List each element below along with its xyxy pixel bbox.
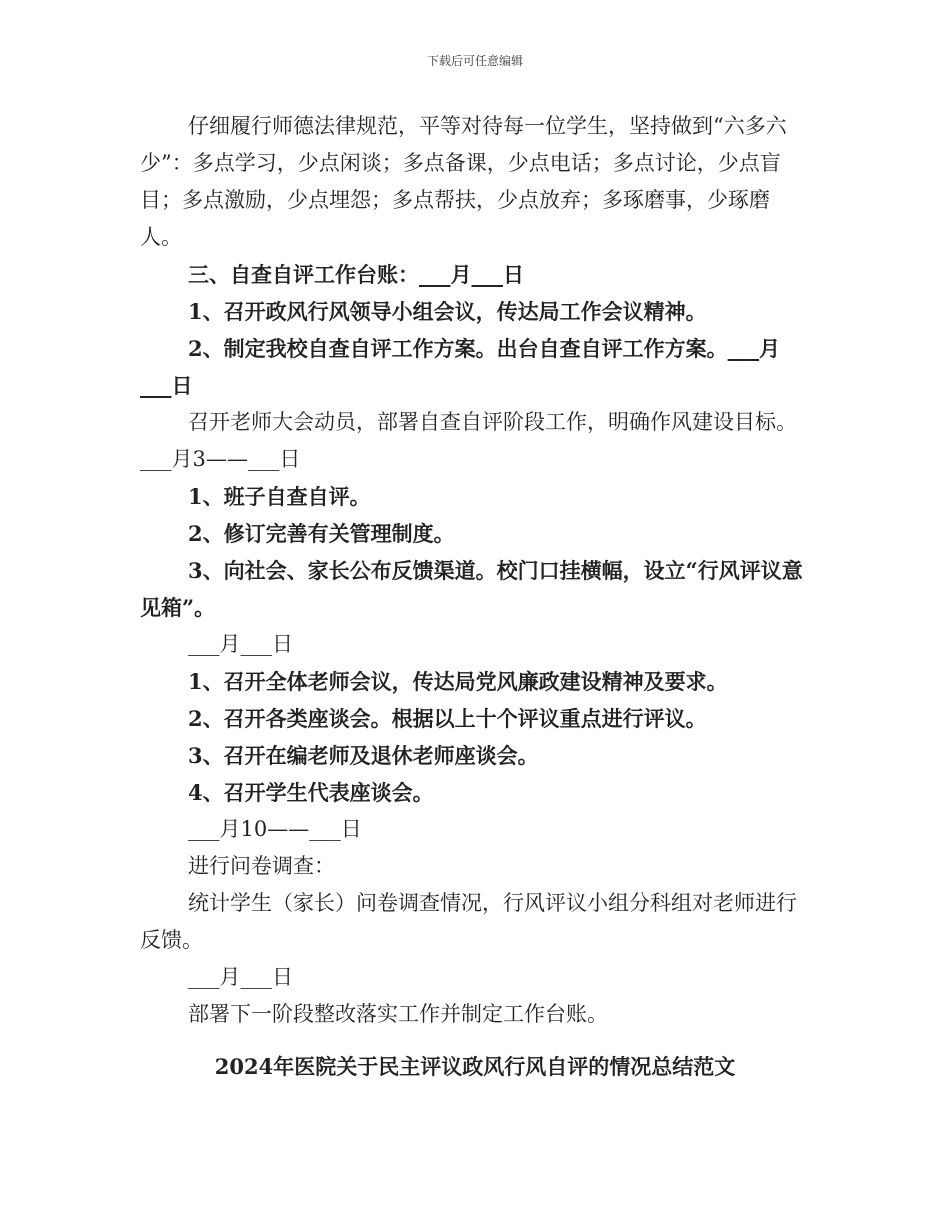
list-item: 1、召开政风行风领导小组会议，传达局工作会议精神。 xyxy=(188,299,707,324)
list-item: 1、班子自查自评。 xyxy=(188,484,371,509)
date-line: ___月___日 xyxy=(188,632,293,656)
paragraph-statistics: 统计学生（家长）问卷调查情况，行风评议小组分科组对老师进行反馈。 xyxy=(140,891,797,952)
paragraph-teacher-ethics: 仔细履行师德法律规范，平等对待每一位学生，坚持做到“六多六少”：多点学习，少点闲谈；多点备课，少点电话；多点讨论，少点盲目；多点激励，少点埋怨；多点帮扶，少点放弃；多琢磨事，少琢磨人。 xyxy=(140,114,787,249)
section-heading-ledger: 三、自查自评工作台账：___月___日 xyxy=(188,262,524,287)
list-item: 2、修订完善有关管理制度。 xyxy=(188,521,455,546)
date-line: ___月___日 xyxy=(188,965,293,989)
list-item: 1、召开全体老师会议，传达局党风廉政建设精神及要求。 xyxy=(188,669,728,694)
page-header: 下载后可任意编辑 xyxy=(426,54,523,68)
list-item: 2、召开各类座谈会。根据以上十个评议重点进行评议。 xyxy=(188,706,707,731)
list-item: 3、向社会、家长公布反馈渠道。校门口挂横幅，设立“行风评议意见箱”。 xyxy=(140,558,803,620)
list-item: 3、召开在编老师及退休老师座谈会。 xyxy=(188,743,539,768)
date-line: ___月10——___日 xyxy=(188,817,362,841)
list-item: 2、制定我校自查自评工作方案。出台自查自评工作方案。___月___日 xyxy=(140,336,781,398)
paragraph-mobilization: 召开老师大会动员，部署自查自评阶段工作，明确作风建设目标。___月3——___日 xyxy=(140,410,797,471)
document-body xyxy=(140,108,810,1033)
list-item: 4、召开学生代表座谈会。 xyxy=(188,780,434,805)
document-title: 2024年医院关于民主评议政风行风自评的情况总结范文 xyxy=(214,1054,736,1079)
paragraph-next-stage: 部署下一阶段整改落实工作并制定工作台账。 xyxy=(188,1002,608,1026)
paragraph-survey: 进行问卷调查： xyxy=(188,854,335,878)
